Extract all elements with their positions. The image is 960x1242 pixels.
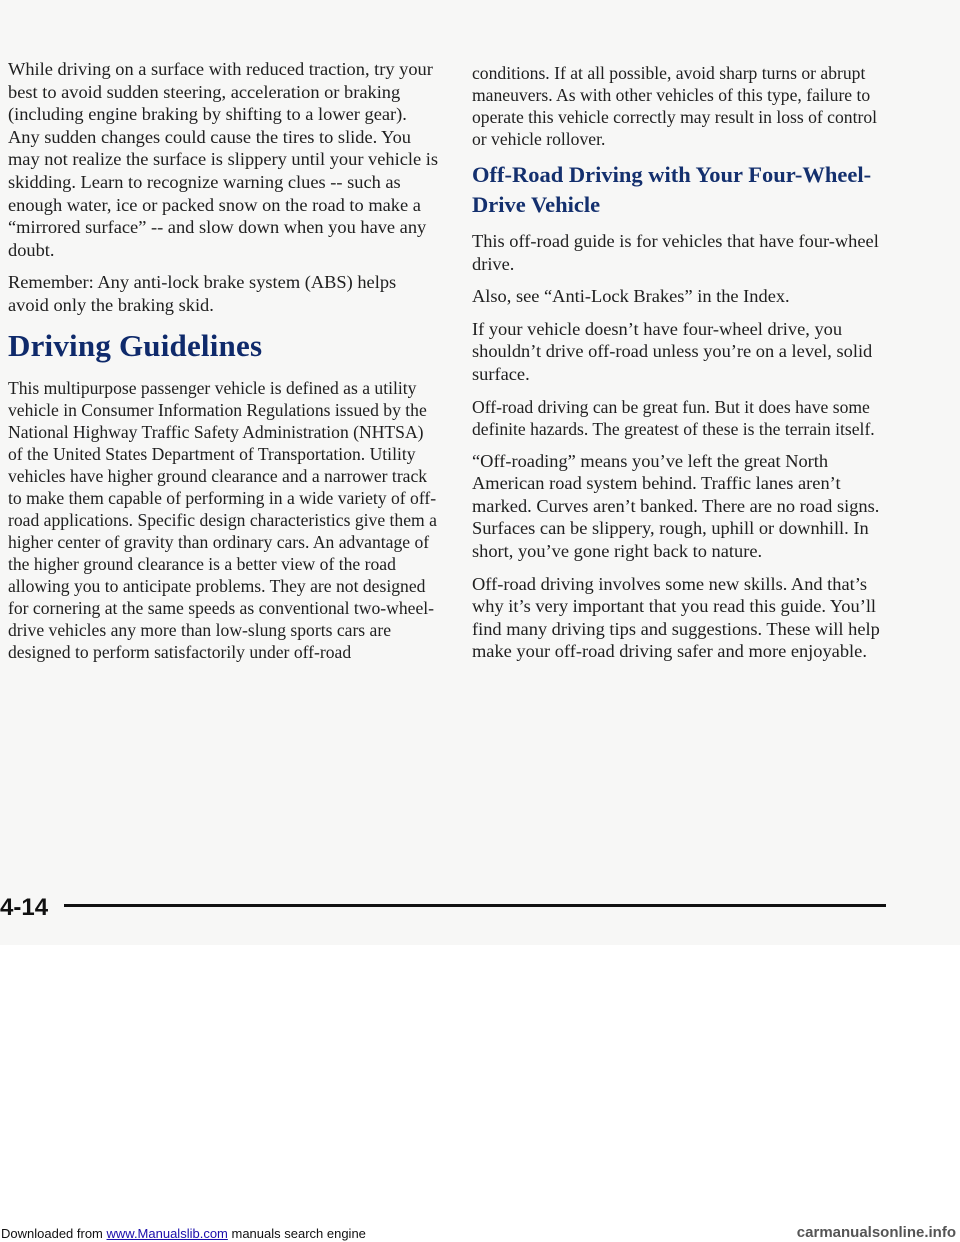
footer-suffix: manuals search engine bbox=[227, 1226, 366, 1241]
left-column bbox=[8, 58, 438, 673]
abs-reminder-paragraph: Remember: Any anti-lock brake system (ABS) helps avoid only the braking skid. bbox=[8, 272, 397, 315]
page-number: 4-14 bbox=[0, 894, 49, 921]
offroad-heading: Off-Road Driving with Your Four-Wheel-Drive Vehicle bbox=[472, 162, 872, 217]
traction-paragraph: While driving on a surface with reduced traction, try your best to avoid sudden steering, acceleration or braking (including engine braking by shifting to a lower gear). Any sudden changes could cause the tires to slide. You may not realize the surface is slippery until your vehicle is skidding. Learn to recognize warning clues -- such as enough water, ice or packed snow on the road to make a “mirrored surface” -- and slow down when you have any doubt. bbox=[8, 59, 438, 260]
conditions-paragraph: conditions. If at all possible, avoid sharp turns or abrupt maneuvers. As with other vehicles of this type, failure to operate this vehicle correctly may result in loss of control or vehicle rollover. bbox=[472, 63, 878, 149]
fun-hazards-paragraph: Off-road driving can be great fun. But it does have some definite hazards. The greatest of these is the terrain itself. bbox=[472, 396, 875, 439]
new-skills-paragraph: Off-road driving involves some new skills. And that’s why it’s very important that you read this guide. You’ll find many driving tips and suggestions. These will help make your off-road driving safer and more enjoyable. bbox=[472, 573, 880, 662]
see-also-paragraph: Also, see “Anti-Lock Brakes” in the Index. bbox=[472, 286, 790, 307]
page-rule-divider bbox=[64, 904, 886, 907]
footer-prefix: Downloaded from bbox=[1, 1226, 107, 1241]
two-wheel-drive-paragraph: If your vehicle doesn’t have four-wheel drive, you shouldn’t drive off-road unless you’re on a level, solid surface. bbox=[472, 318, 873, 384]
manualslib-link[interactable]: www.Manualslib.com bbox=[106, 1226, 228, 1241]
download-footer bbox=[1, 1226, 366, 1241]
guide-scope-paragraph: This off-road guide is for vehicles that have four-wheel drive. bbox=[472, 231, 879, 274]
watermark-text: carmanualsonline.info bbox=[796, 1224, 956, 1241]
driving-guidelines-heading: Driving Guidelines bbox=[8, 327, 263, 363]
right-column bbox=[472, 62, 892, 673]
offroading-meaning-paragraph: “Off-roading” means you’ve left the great North American road system behind. Traffic lanes aren’t marked. Curves aren’t banked. There are no road signs. Surfaces can be slippery, rough, uphill or downhill. In short, you’ve gone right back to nature. bbox=[472, 450, 880, 561]
utility-vehicle-paragraph: This multipurpose passenger vehicle is defined as a utility vehicle in Consumer Information Regulations issued by the National Highway Traffic Safety Administration (NHTSA) of the United States Department of Transportation. Utility vehicles have higher ground clearance and a narrower track to make them capable of performing in a wide variety of off-road applications. Specific design characteristics give them a higher center of gravity than ordinary cars. An advantage of the higher ground clearance is a better view of the road allowing you to anticipate problems. They are not designed for cornering at the same speeds as conventional two-wheel-drive vehicles any more than low-slung sports cars are designed to perform satisfactorily under off-road bbox=[8, 377, 437, 662]
